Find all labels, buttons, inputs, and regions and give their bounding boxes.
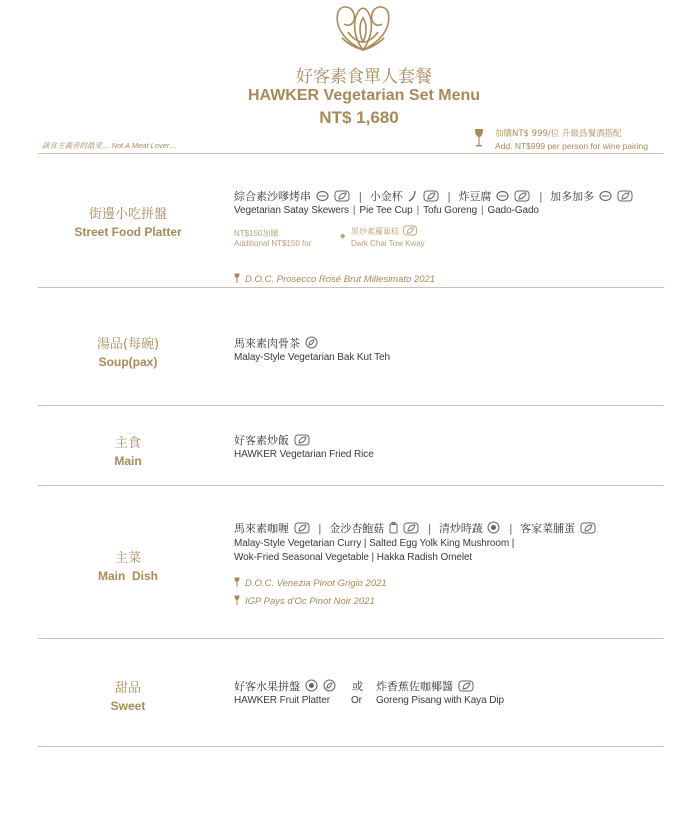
vegan-icon [458,680,474,692]
wine-glass-icon [474,128,484,148]
addon-item-zh [351,225,419,237]
menu-item-en: Malay-Style Vegetarian Bak Kut Teh [234,352,390,363]
item-zh: 好客素炒飯 [234,434,289,447]
wine-name: D.O.C. Venezia Pinot Grigio 2021 [245,578,387,589]
menu-item-en: Malay-Style Vegetarian Curry | Salted Egg Yolk King Mushroom | [234,538,515,549]
category-en: Main Dish [97,569,158,583]
item-zh: 小金杯 [369,190,403,203]
menu-item-en: Wok-Fried Seasonal Vegetable | Hakka Radish Omelet [234,552,473,563]
dessert-option-2-en: Goreng Pisang with Kaya Dip [376,695,504,706]
menu-item-zh: 綜合素沙嗲烤串 | 小金杯 | 炸豆腐 | 加多加多 [234,188,634,204]
vegan-icon [403,522,419,534]
category-en: Street Food Platter [74,225,182,239]
or-en: Or [351,695,362,706]
menu-item-en: HAWKER Vegetarian Fried Rice [234,449,374,460]
item-zh: 綜合素沙嗲烤串 [234,190,311,203]
category-en: Sweet [110,699,146,713]
menu-item-zh [234,432,311,448]
dessert-option-2-zh [376,678,475,694]
item-zh: 金沙杏鮑菇 [329,522,385,535]
wine-name: IGP Pays d'Oc Pinot Noir 2021 [245,596,375,607]
menu-item-zh: 馬來素咖喱 | 金沙杏鮑菇 | 清炒時蔬 | 客家菜脯蛋 [234,520,597,536]
menu-item-en: Vegetarian Satay Skewers | Pie Tee Cup | Tofu Goreng | Gado-Gado [234,205,539,216]
item-zh: 清炒時蔬 [438,522,483,535]
category-main-dish [36,547,220,583]
item-en: Vegetarian Satay Skewers [234,205,349,216]
addon-price-zh: NT$150加購 [234,229,279,238]
wine-pairing-zh: 加購NT$ 999/位 升級爲餐酒搭配 [495,129,622,139]
divider [38,405,664,406]
category-zh: 街邊小吃拼盤 [88,207,167,222]
wine-glass-icon [234,273,240,284]
item-en: Pie Tee Cup [359,205,413,216]
category-zh: 甜品 [114,681,141,696]
vegan-icon [402,225,418,236]
peacock-logo-icon [332,2,394,54]
wine-pairing [234,273,435,285]
dessert-option-1-zh [234,678,337,694]
category-street-food [36,203,220,239]
divider [38,638,664,639]
category-en: Soup(pax) [98,355,158,369]
nut-icon [496,190,509,202]
vegan-icon [294,434,310,446]
vegan-icon [580,522,596,534]
category-soup [36,333,220,369]
item-zh: 好客水果拼盤 [234,680,300,693]
category-zh: 主食 [114,436,141,451]
title-english: HAWKER Vegetarian Set Menu [247,87,481,104]
tagline: 蔬食主義者的最愛… Not A Meat Lover… [42,141,177,150]
item-zh: 馬來素肉骨茶 [234,337,300,350]
addon-price-en: Additional NT$150 for [234,239,312,248]
spicy-icon [407,190,417,202]
divider [38,153,664,154]
divider [38,287,664,288]
item-zh: 客家菜脯蛋 [520,522,576,535]
dessert-option-1-en: HAWKER Fruit Platter [234,695,330,706]
category-sweet [36,677,220,713]
divider [38,485,664,486]
vegan-icon [305,336,318,349]
category-zh: 主菜 [114,551,141,566]
addon-item-en: Dark Chai Tow Kway [351,239,425,248]
category-main [36,432,220,468]
addon-item-zh-text: 黑炒素蘿蔔糕 [351,227,399,236]
vegan-icon [514,190,530,202]
nut-icon [316,190,329,202]
or-zh: 或 [352,680,363,693]
vegan-icon [334,190,350,202]
wine-pairing-en: Add. NT$999 per person for wine pairing [495,141,649,151]
wine-glass-icon [234,595,240,606]
egg-milk-icon [389,522,398,534]
item-en: Tofu Goreng [423,205,478,216]
gluten-icon [487,521,500,534]
divider [38,746,664,747]
nut-icon [599,190,612,202]
vegan-icon [423,190,439,202]
menu-item-zh [234,335,319,351]
vegan-icon [617,190,633,202]
category-zh: 湯品(每碗) [96,337,160,352]
wine-glass-icon [234,577,240,588]
diamond-icon: ◆ [340,233,346,240]
category-en: Main [114,454,142,468]
item-zh: 馬來素咖喱 [234,522,289,535]
set-price: NT$ 1,680 [319,108,399,127]
item-zh: 加多加多 [550,190,595,203]
item-zh: 炸豆腐 [458,190,492,203]
wine-pairing [234,595,375,607]
item-en: Gado-Gado [487,205,539,216]
wine-name: D.O.C. Prosecco Rosé Brut Millesimato 2021 [245,274,436,285]
vegan-icon [294,522,310,534]
item-zh: 炸香蕉佐咖椰醬 [376,680,453,693]
title-chinese: 好客素食單人套餐 [296,67,432,87]
gluten-icon [305,679,318,692]
wine-pairing [234,577,387,589]
vegan-icon [323,679,336,692]
